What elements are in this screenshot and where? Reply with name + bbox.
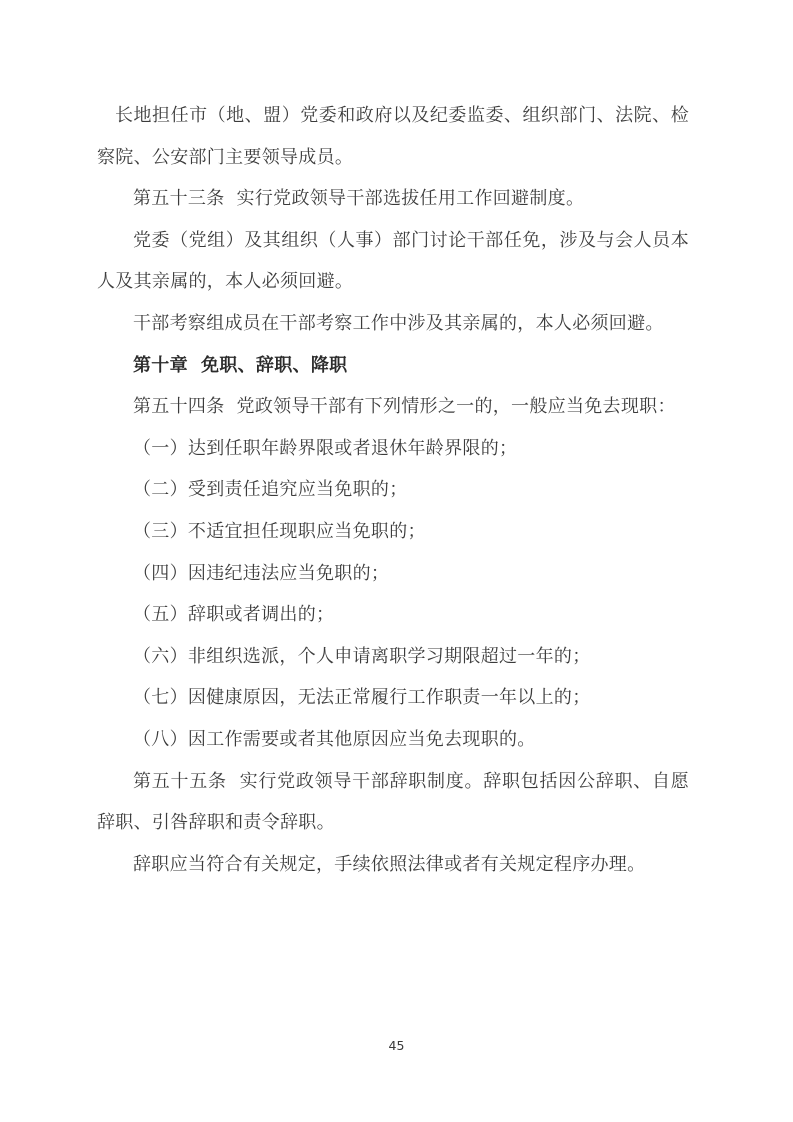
document-body — [97, 95, 689, 885]
list-item-6: （六）非组织选派，个人申请离职学习期限超过一年的； — [133, 645, 591, 667]
text-line: 人及其亲属的，本人必须回避。 — [97, 271, 354, 293]
text-line: 辞职应当符合有关规定，手续依照法律或者有关规定程序办理。 — [133, 853, 646, 875]
list-item-4: （四）因违纪违法应当免职的； — [133, 562, 390, 584]
article-55-line: 第五十五条 实行党政领导干部辞职制度。辞职包括因公辞职、自愿 — [133, 770, 689, 792]
text-line: 辞职、引咎辞职和责令辞职。 — [97, 812, 335, 834]
article-54-line: 第五十四条 党政领导干部有下列情形之一的，一般应当免去现职： — [133, 396, 676, 418]
list-item-5: （五）辞职或者调出的； — [133, 604, 335, 626]
text-line: 察院、公安部门主要领导成员。 — [97, 146, 354, 168]
list-item-7: （七）因健康原因，无法正常履行工作职责一年以上的； — [133, 687, 591, 709]
chapter-heading: 第十章 免职、辞职、降职 — [133, 354, 348, 376]
text-line: 长地担任市（地、盟）党委和政府以及纪委监委、组织部门、法院、检 — [115, 105, 689, 126]
list-item-2: （二）受到责任追究应当免职的； — [133, 479, 408, 501]
article-53-line: 第五十三条 实行党政领导干部选拔任用工作回避制度。 — [133, 188, 585, 210]
list-item-1: （一）达到任职年龄界限或者退休年龄界限的； — [133, 437, 518, 459]
text-line: 党委（党组）及其组织（人事）部门讨论干部任免，涉及与会人员本 — [133, 229, 689, 251]
text-line: 干部考察组成员在干部考察工作中涉及其亲属的，本人必须回避。 — [133, 312, 664, 334]
page-number: 45 — [388, 1038, 405, 1053]
list-item-8: （八）因工作需要或者其他原因应当免去现职的。 — [133, 728, 536, 750]
list-item-3: （三）不适宜担任现职应当免职的； — [133, 520, 426, 542]
